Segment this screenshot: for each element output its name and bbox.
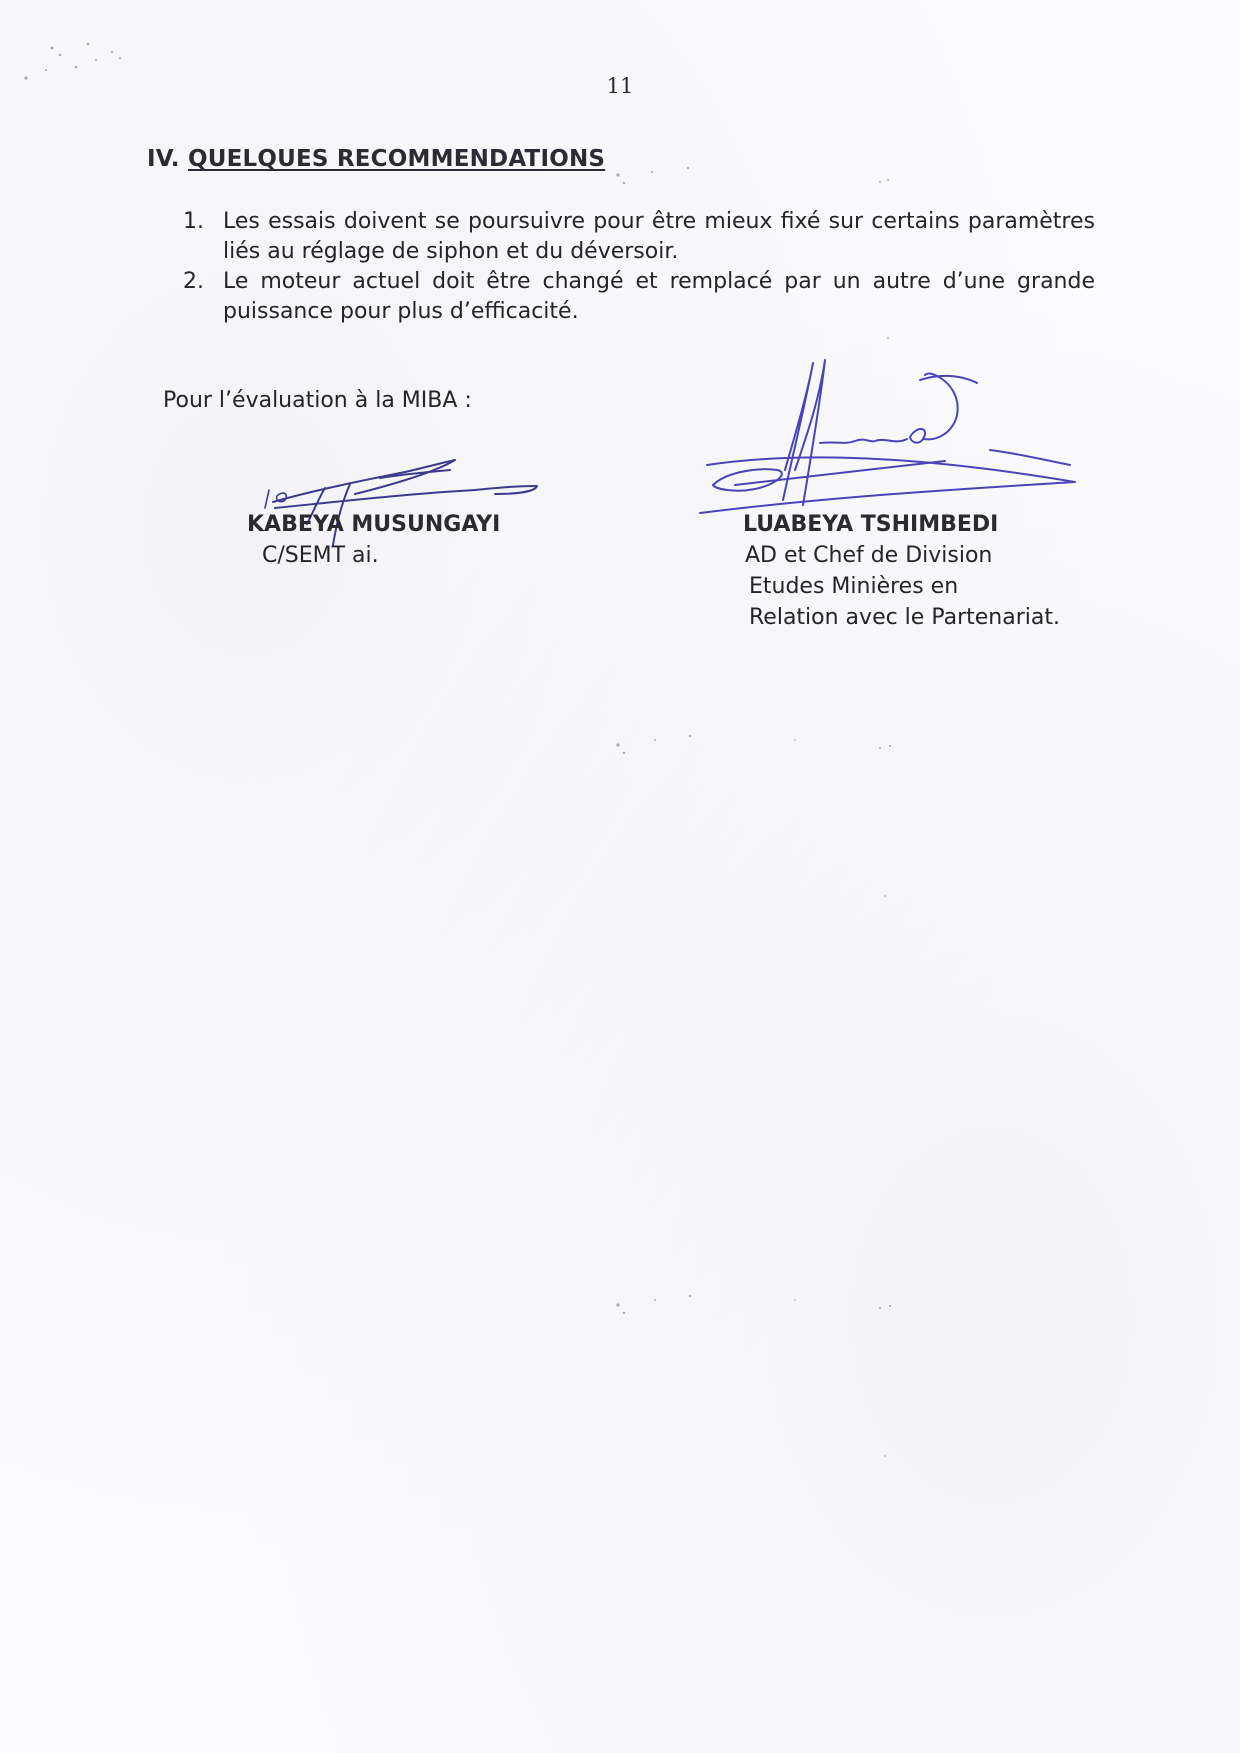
section-title: QUELQUES RECOMMENDATIONS	[187, 146, 606, 172]
section-numeral: IV.	[147, 146, 180, 172]
signatory-role: C/SEMT ai.	[262, 543, 379, 568]
list-item	[183, 207, 1095, 267]
signatory-role-line: Etudes Minières en	[749, 574, 959, 599]
signature-right	[695, 355, 1090, 525]
evaluation-label: Pour l’évaluation à la MIBA :	[163, 388, 472, 413]
signatory-name: LUABEYA TSHIMBEDI	[743, 512, 999, 537]
list-item-text: Les essais doivent se poursuivre pour être mieux fixé sur certains paramètres liés au réglage de siphon et du déversoir.	[223, 209, 1095, 264]
list-item-text: Le moteur actuel doit être changé et remplacé par un autre d’une grande puissance pour plus d’efficacité.	[223, 269, 1095, 324]
list-item-number: 2.	[183, 269, 204, 294]
recommendations-list	[183, 207, 1095, 327]
signatory-role-line: AD et Chef de Division	[745, 543, 993, 568]
signatory-right	[743, 509, 1060, 633]
list-item-number: 1.	[183, 209, 204, 234]
signatory-left	[247, 509, 500, 571]
signatory-role-line: Relation avec le Partenariat.	[749, 605, 1060, 630]
list-item	[183, 267, 1095, 327]
page-number: 11	[606, 74, 634, 98]
section-heading	[147, 146, 605, 172]
signatory-name: KABEYA MUSUNGAYI	[247, 512, 501, 537]
